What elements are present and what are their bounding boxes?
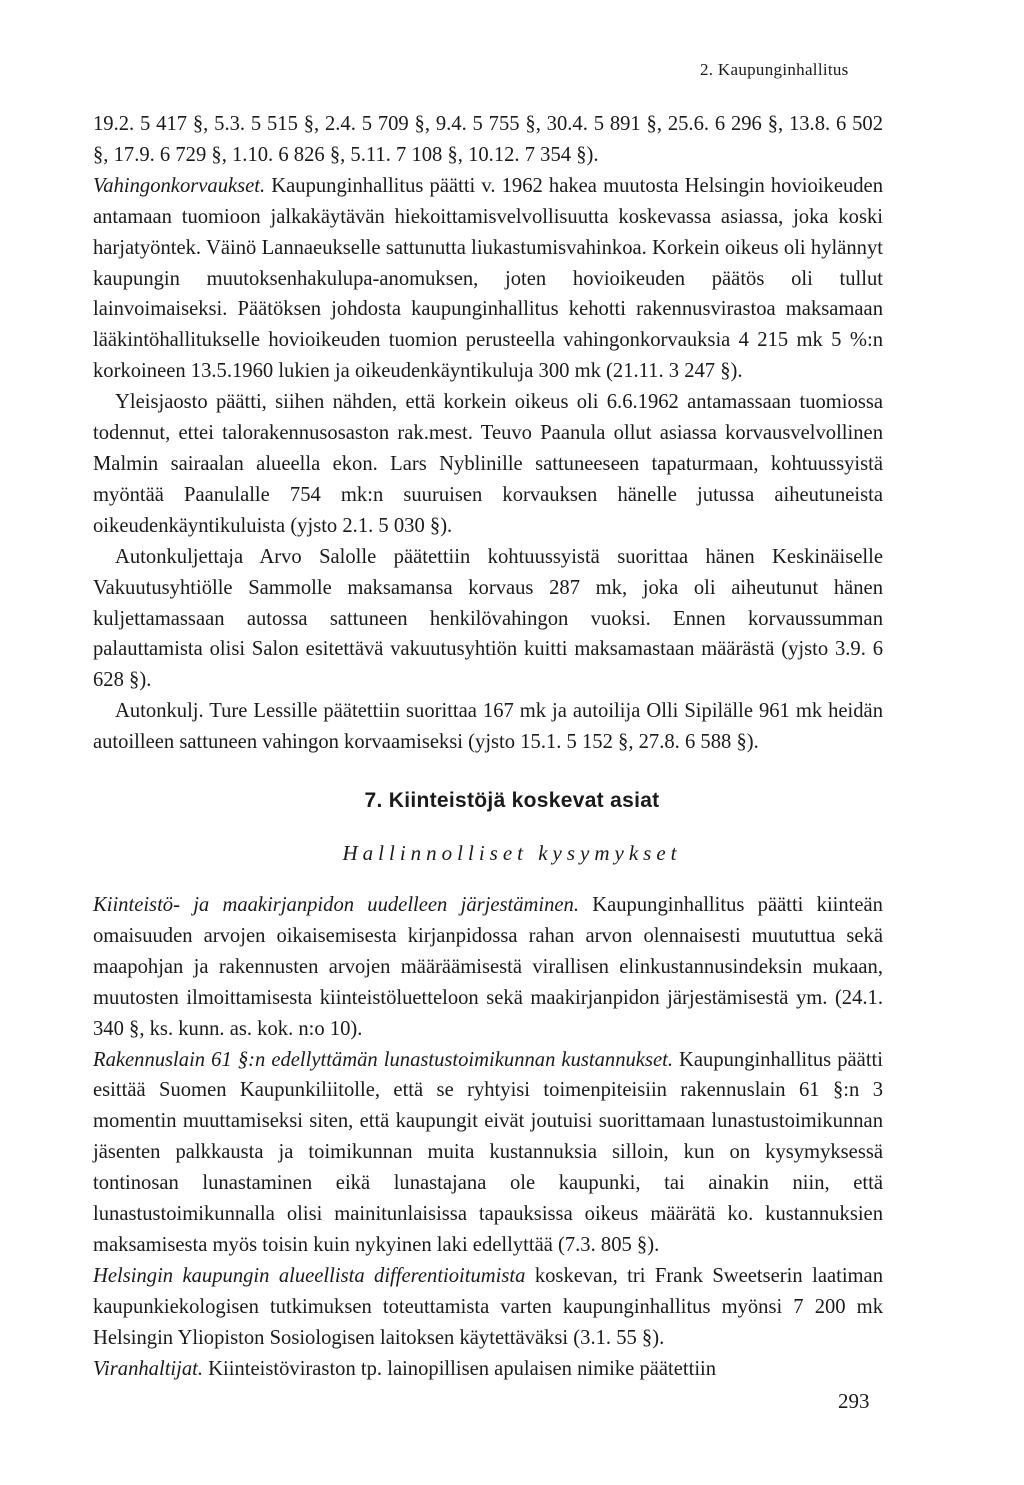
paragraph-text: Kaupunginhallitus päätti esittää Suomen Kaupunkiliitolle, että se ryhtyisi toimenpiteisiin rakennuslain 61 §:n 3 momentin muuttamiseksi siten, että kaupungit eivät joutuisi suorittamaan lunastustoimikunnan jäsenten palkkausta ja toimikunnan muita kustannuksia silloin, kun on kysymyksessä tontinosan lunastaminen eikä lunastajana ole kaupunki, tai ainakin niin, että lunastustoimikunnalla olisi mainitunlaisissa tapauksissa oikeus määrätä ko. kustannuksien maksamisesta myös toisin kuin nykyinen laki edellyttää (7.3. 805 §). (93, 1048, 883, 1256)
paragraph-kirjanpito (93, 890, 883, 1045)
paragraph-dates (93, 109, 883, 171)
paragraph-text: 19.2. 5 417 §, 5.3. 5 515 §, 2.4. 5 709 §, 9.4. 5 755 §, 30.4. 5 891 §, 25.6. 6 296 §, 13.8. 6 502 §, 17.9. 6 729 §, 1.10. 6 826 §, 5.11. 7 108 §, 10.12. 7 354 §). (93, 113, 883, 166)
text-block-real-estate (93, 890, 883, 1385)
paragraph-lessille (93, 696, 883, 758)
paragraph-rakennuslaki (93, 1045, 883, 1261)
paragraph-salo (93, 542, 883, 697)
paragraph-text: koskevan, tri Frank Sweetserin laatiman kaupunkiekologisen tutkimuksen toteuttamista varten kaupunginhallitus myönsi 7 200 mk Helsingin Yliopiston Sosiologisen laitoksen käytettäväksi (3.1. 55 §). (93, 1264, 883, 1349)
page-number: 293 (838, 1389, 870, 1413)
subsection-title: Hallinnolliset kysymykset (342, 841, 682, 865)
paragraph-text: Kaupunginhallitus päätti v. 1962 hakea muutosta Helsingin hovioikeuden antamaan tuomioon jalkakäytävän hiekoittamisvelvollisuutta koskevassa asiassa, joka koski harjatyöntek. Väinö Lannaeukselle sattunutta liukastumisvahinkoa. Korkein oikeus oli hylännyt kaupungin muutoksenhakulupa-anomuksen, joten hovioikeuden päätös oli tullut lainvoimaiseksi. Päätöksen johdosta kaupunginhallitus kehotti rakennusvirastoa maksamaan lääkintöhallitukselle hovioikeuden tuomion perusteella vahingonkorvauksia 4 215 mk 5 %:n korkoineen 13.5.1960 lukien ja oikeudenkäyntikuluja 300 mk (21.11. 3 247 §). (93, 174, 883, 383)
text-block-damages (93, 109, 883, 758)
paragraph-text: Yleisjaosto päätti, siihen nähden, että korkein oikeus oli 6.6.1962 antamassaan tuomiossa todennut, ettei talorakennusosaston rak.mest. Teuvo Paanula ollut asiassa korvausvelvollinen Malmin sairaalan alueella ekon. Lars Nyblinille sattuneeseen tapaturmaan, kohtuussyistä myöntää Paanulalle 754 mk:n suuruisen korvauksen hänelle jutussa aiheutuneista oikeudenkäyntikuluista (yjsto 2.1. 5 030 §). (93, 391, 883, 537)
paragraph-heading: Vahingonkorvaukset. (93, 174, 266, 197)
paragraph-heading: Helsingin kaupungin alueellista differentioitumista (93, 1264, 526, 1287)
paragraph-text: Kaupunginhallitus päätti kiinteän omaisuuden arvojen oikaisemisesta kirjanpidossa rahan arvon olennaisesti muututtua sekä maapohjan ja rakennusten arvojen määräämisestä virallisen elinkustannusindeksin mukaan, muutosten ilmoittamisesta kiinteistöluetteloon sekä maakirjanpidon järjestämisestä ym. (24.1. 340 §, ks. kunn. as. kok. n:o 10). (93, 894, 883, 1040)
paragraph-text: Autonkulj. Ture Lessille päätettiin suorittaa 167 mk ja autoilija Olli Sipilälle 961 mk heidän autoilleen sattuneen vahingon korvaamiseksi (yjsto 15.1. 5 152 §, 27.8. 6 588 §). (93, 700, 883, 754)
paragraph-text: Autonkuljettaja Arvo Salolle päätettiin kohtuussyistä suorittaa hänen Keskinäiselle Vakuutusyhtiölle Sammolle maksamansa korvaus 287 mk, joka oli aiheutunut hänen kuljettamassaan autossa sattuneen henkilövahingon vuoksi. Ennen korvaussumman palauttamista olisi Salon esitettävä vakuutusyhtiön kuitti maksamastaan määrästä (yjsto 3.9. 6 628 §). (93, 545, 883, 692)
paragraph-heading: Kiinteistö- ja maakirjanpidon uudelleen järjestäminen. (93, 894, 579, 916)
paragraph-heading: Rakennuslain 61 §:n edellyttämän lunastustoimikunnan kustannukset. (93, 1048, 673, 1071)
paragraph-heading: Viranhaltijat. (93, 1357, 204, 1380)
paragraph-yleisjaosto (93, 387, 883, 542)
paragraph-vahingonkorvaukset (93, 171, 883, 387)
paragraph-differentioituminen (93, 1261, 883, 1354)
running-head: 2. Kaupunginhallitus (700, 60, 849, 79)
paragraph-viranhaltijat (93, 1354, 883, 1385)
paragraph-text: Kiinteistöviraston tp. lainopillisen apulaisen nimike päätettiin (203, 1357, 717, 1380)
section-title: 7. Kiinteistöjä koskevat asiat (364, 789, 660, 812)
